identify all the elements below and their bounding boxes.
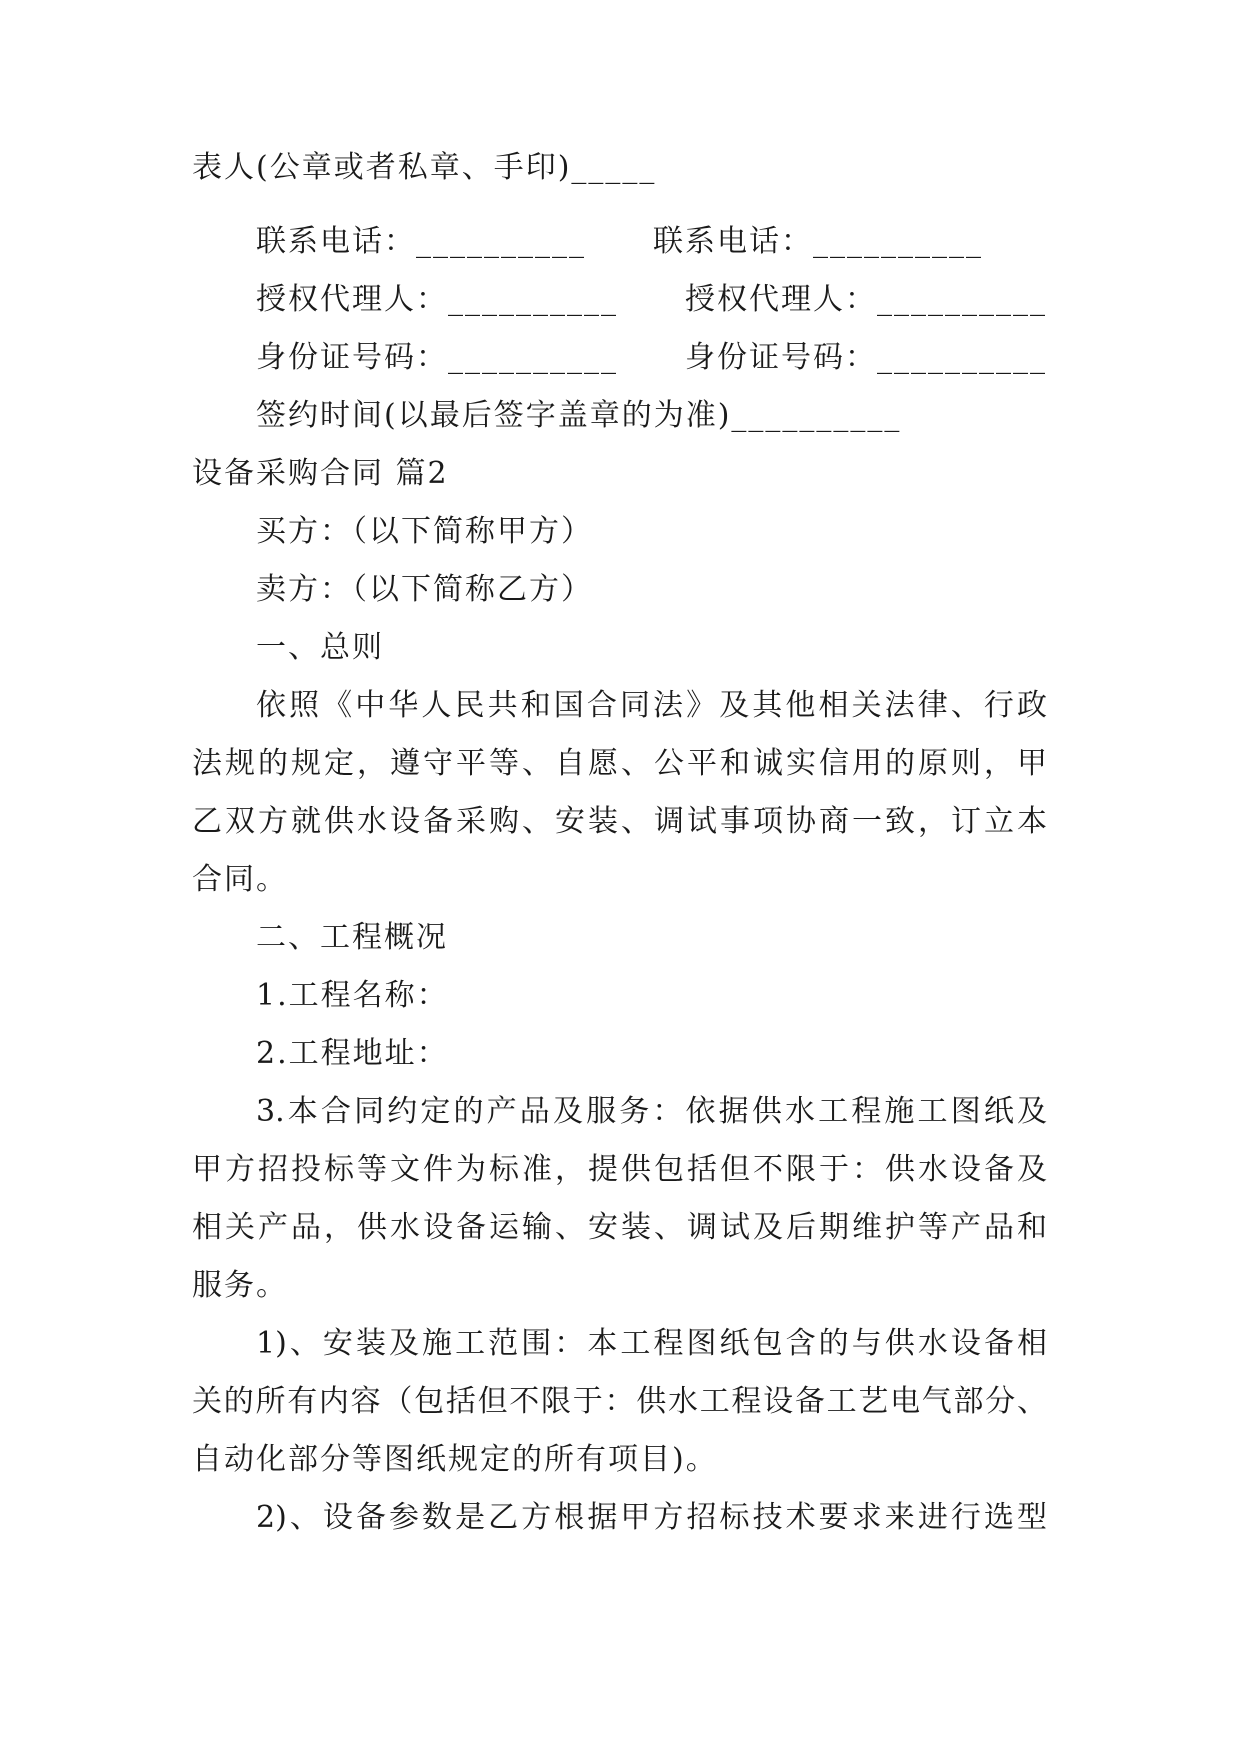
paragraph-line: 1)、安装及施工范围：本工程图纸包含的与供水设备相	[256, 1326, 1047, 1361]
buyer-line: 买方：（以下简称甲方）	[256, 514, 593, 549]
contact-phone-left: 联系电话：__________	[256, 224, 586, 259]
paragraph-line: 乙双方就供水设备采购、安装、调试事项协商一致，订立本	[192, 804, 1047, 839]
paragraph-line: 3.本合同约定的产品及服务：依据供水工程施工图纸及	[256, 1094, 1047, 1129]
signing-time-line: 签约时间(以最后签字盖章的为准)__________	[256, 398, 902, 433]
paragraph-line: 合同。	[192, 862, 288, 897]
paragraph-line: 甲方招投标等文件为标准，提供包括但不限于：供水设备及	[192, 1152, 1047, 1187]
contact-phone-right: 联系电话：__________	[653, 224, 983, 259]
representative-seal-line: 表人(公章或者私章、手印)_____	[192, 150, 657, 185]
paragraph-line: 法规的规定，遵守平等、自愿、公平和诚实信用的原则，甲	[192, 746, 1047, 781]
paragraph-line: 相关产品，供水设备运输、安装、调试及后期维护等产品和	[192, 1210, 1047, 1245]
authorized-agent-left: 授权代理人：__________	[256, 282, 618, 317]
project-address-item: 2.工程地址：	[256, 1036, 449, 1071]
id-number-left: 身份证号码：__________	[256, 340, 618, 375]
seller-line: 卖方：（以下简称乙方）	[256, 572, 593, 607]
paragraph-line: 自动化部分等图纸规定的所有项目)。	[192, 1442, 718, 1477]
contract-heading: 设备采购合同 篇2	[192, 456, 449, 491]
paragraph-line: 关的所有内容（包括但不限于：供水工程设备工艺电气部分、	[192, 1384, 1047, 1419]
project-name-item: 1.工程名称：	[256, 978, 449, 1013]
section2-title: 二、工程概况	[256, 920, 448, 955]
paragraph-line: 依照《中华人民共和国合同法》及其他相关法律、行政	[256, 688, 1047, 723]
paragraph-line: 2)、设备参数是乙方根据甲方招标技术要求来进行选型	[256, 1500, 1047, 1535]
section1-title: 一、总则	[256, 630, 384, 665]
authorized-agent-right: 授权代理人：__________	[685, 282, 1047, 317]
id-number-right: 身份证号码：__________	[685, 340, 1047, 375]
paragraph-line: 服务。	[192, 1268, 288, 1303]
